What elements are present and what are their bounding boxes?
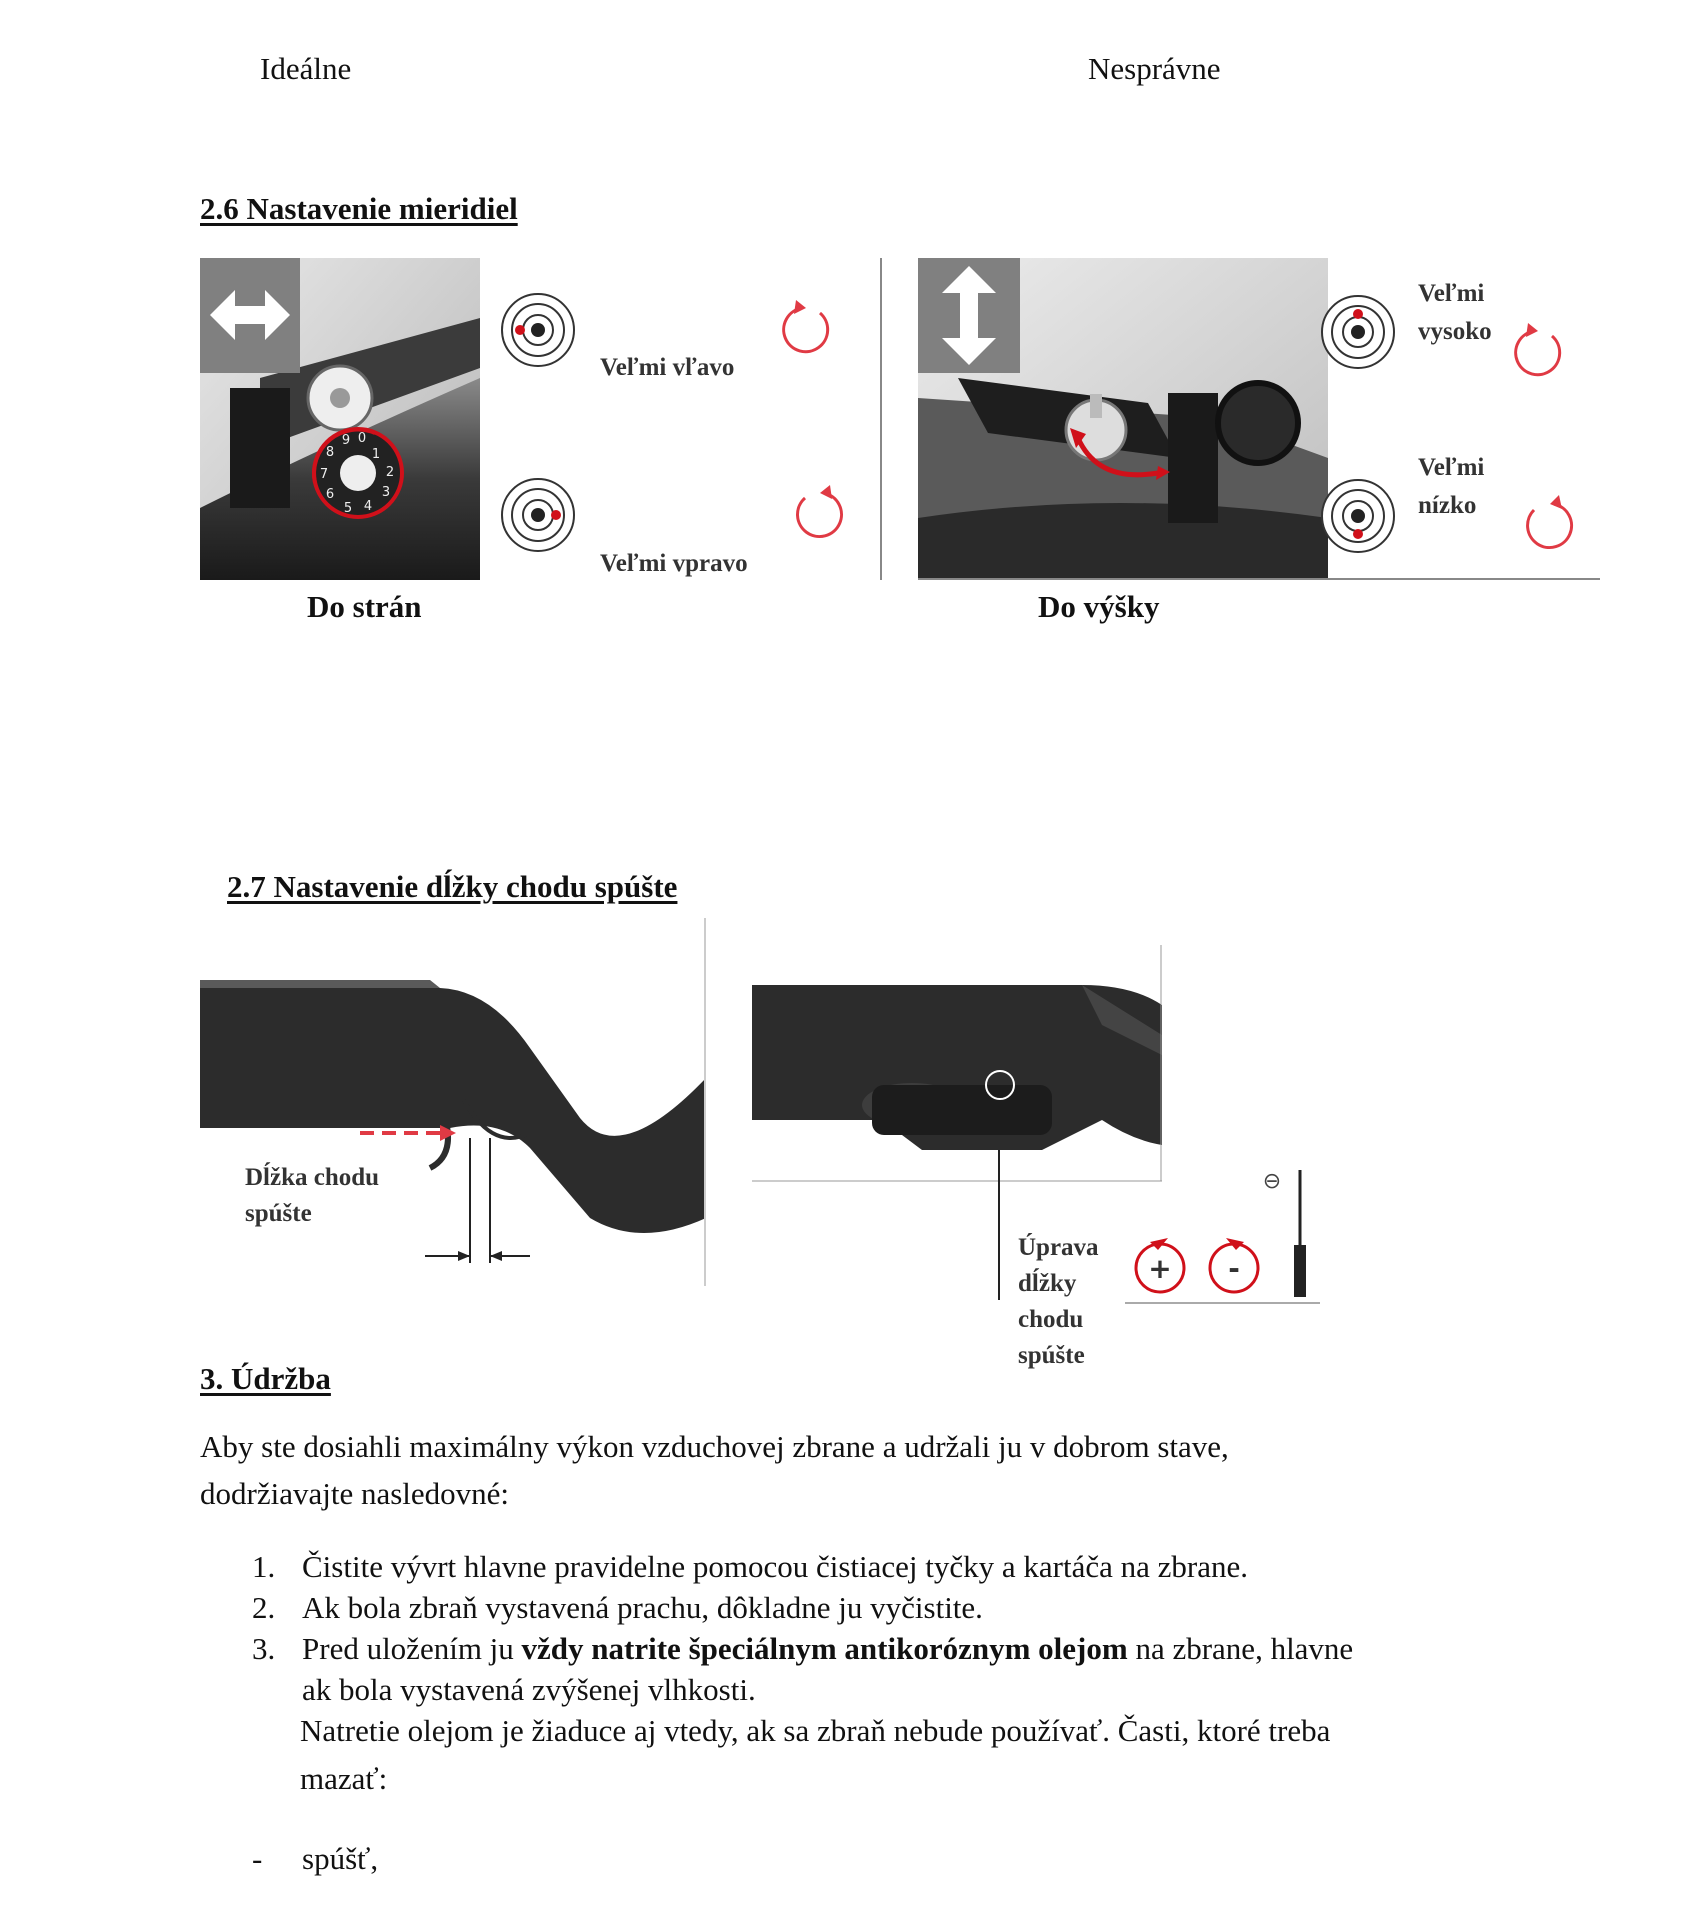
very-low-label-1: Veľmi (1418, 454, 1485, 481)
ideal-label: Ideálne (260, 51, 352, 86)
screwdriver-icon (1294, 1170, 1306, 1297)
trigger-adjust-figure (752, 945, 1162, 1185)
very-low-label-2: nízko (1418, 492, 1477, 519)
item-3-bold: vždy natrite špeciálnym antikoróznym olejom (521, 1631, 1128, 1666)
rotate-counterclockwise-icon (798, 493, 842, 537)
maintenance-item-3-num: 3. (252, 1631, 276, 1666)
minus-sign: - (1228, 1252, 1240, 1285)
section-2-6-title: 2.6 Nastavenie mieridiel (200, 191, 518, 226)
rotate-counterclockwise-icon (1528, 504, 1572, 548)
maintenance-item-2-text: Ak bola zbraň vystavená prachu, dôkladne ju vyčistite. (302, 1590, 983, 1625)
maintenance-item-1-text: Čistite vývrt hlavne pravidelne pomocou čistiacej tyčky a kartáča na zbrane. (302, 1549, 1248, 1584)
oil-note-line-2: mazať: (300, 1761, 388, 1796)
maintenance-intro-line-2: dodržiavajte nasledovné: (200, 1476, 510, 1511)
maintenance-item-1-num: 1. (252, 1549, 276, 1584)
plus-sign: + (1148, 1252, 1172, 1285)
windage-caption: Do strán (307, 589, 422, 624)
trigger-adjust-label-3: chodu (1018, 1306, 1084, 1333)
trigger-adjust-label-4: spúšte (1018, 1342, 1085, 1369)
windage-figure (200, 258, 882, 580)
trigger-adjust-illustration (752, 945, 1162, 1185)
maintenance-item-3-line-2: ak bola vystavená zvýšenej vlhkosti. (302, 1672, 756, 1707)
target-bottom-icon (502, 479, 574, 551)
dial-digit: 2 (385, 465, 395, 480)
very-high-label-1: Veľmi (1418, 280, 1485, 307)
rotate-clockwise-icon (784, 308, 828, 352)
item-3-post: na zbrane, hlavne (1127, 1631, 1354, 1666)
wrong-label: Nesprávne (1088, 51, 1221, 86)
dial-digit: 7 (319, 467, 329, 482)
bullet-dash: - (252, 1841, 263, 1876)
section-3-title: 3. Údržba (200, 1361, 331, 1396)
dial-digit: 3 (381, 485, 391, 500)
target-high-icon (1322, 296, 1394, 368)
target-low-icon (1322, 480, 1394, 552)
bullet-trigger: spúšť, (302, 1841, 379, 1876)
section-2-7-title: 2.7 Nastavenie dĺžky chodu spúšte (227, 869, 678, 904)
dial-digit: 9 (341, 433, 351, 448)
maintenance-item-3-text (302, 1630, 1353, 1669)
item-3-pre: Pred uložením ju (302, 1631, 522, 1666)
dial-digit: 8 (325, 445, 335, 460)
dial-digit: 6 (325, 487, 335, 502)
maintenance-item-2-num: 2. (252, 1590, 276, 1625)
trigger-adjust-label-1: Úprava (1018, 1234, 1099, 1261)
target-top-icon (502, 294, 574, 366)
very-high-label-2: vysoko (1418, 318, 1492, 345)
trigger-travel-label-2: spúšte (245, 1200, 312, 1227)
trigger-travel-figure (200, 918, 706, 1286)
trigger-adjust-label-2: dĺžky (1018, 1270, 1077, 1297)
dial-digit: 0 (357, 431, 367, 446)
trigger-travel-label-1: Dĺžka chodu (245, 1164, 380, 1191)
elevation-figure (918, 258, 1600, 580)
oil-note-line-1: Natretie olejom je žiaduce aj vtedy, ak sa zbraň nebude používať. Časti, ktoré treba (300, 1713, 1331, 1748)
elevation-caption: Do výšky (1038, 589, 1160, 624)
rotate-clockwise-icon (1516, 331, 1560, 375)
very-right-label: Veľmi vpravo (600, 550, 748, 577)
elevation-illustration (918, 258, 1600, 580)
dial-digit: 4 (363, 499, 373, 514)
windage-illustration (200, 258, 882, 580)
dial-digit: 1 (371, 447, 381, 462)
flat-screwdriver-symbol: ⊖ (1262, 1169, 1282, 1194)
very-left-label: Veľmi vľavo (600, 354, 735, 381)
maintenance-intro-line-1: Aby ste dosiahli maximálny výkon vzduchovej zbrane a udržali ju v dobrom stave, (200, 1429, 1229, 1464)
dial-digit: 5 (343, 501, 353, 516)
